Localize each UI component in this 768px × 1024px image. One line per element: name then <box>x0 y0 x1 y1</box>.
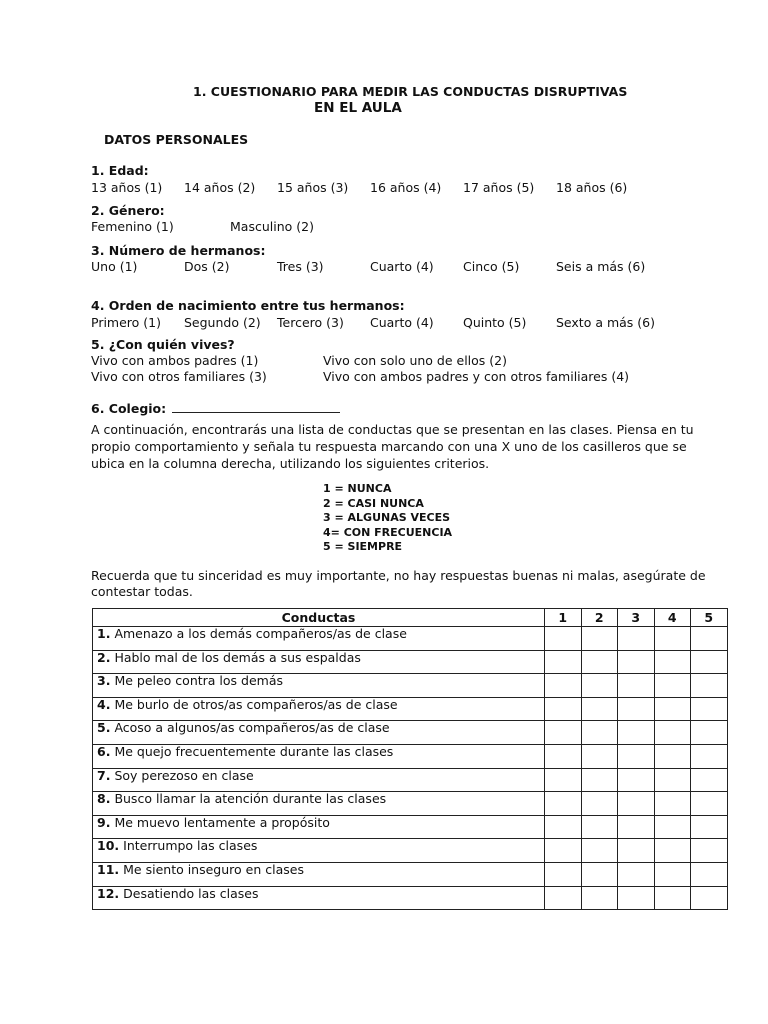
answer-box-3[interactable] <box>618 650 655 674</box>
answer-box-4[interactable] <box>654 886 691 910</box>
colegio-input-line[interactable] <box>172 400 340 413</box>
conducta-number: 6. <box>97 743 111 759</box>
conductas-table <box>92 608 728 910</box>
answer-box-4[interactable] <box>654 815 691 839</box>
conducta-text: Interrumpo las clases <box>123 838 258 854</box>
answer-box-3[interactable] <box>618 674 655 698</box>
conducta-cell <box>93 792 545 816</box>
table-row <box>93 627 728 651</box>
conducta-number: 10. <box>97 838 120 854</box>
conducta-number: 9. <box>97 814 111 830</box>
table-row <box>93 792 728 816</box>
conducta-number: 4. <box>97 696 111 712</box>
conducta-text: Desatiendo las clases <box>123 885 259 901</box>
answer-box-4[interactable] <box>654 839 691 863</box>
conducta-text: Me quejo frecuentemente durante las clases <box>114 743 394 759</box>
conducta-text: Me muevo lentamente a propósito <box>114 814 330 830</box>
answer-box-2[interactable] <box>581 627 618 651</box>
conducta-cell <box>93 650 545 674</box>
answer-box-2[interactable] <box>581 721 618 745</box>
option-vives-1[interactable]: Vivo con ambos padres (1) <box>91 353 259 368</box>
scale-item-5: 5 = SIEMPRE <box>323 540 403 554</box>
option-edad-1[interactable]: 13 años (1) <box>91 180 163 195</box>
answer-box-3[interactable] <box>618 792 655 816</box>
answer-box-5[interactable] <box>691 744 728 768</box>
answer-box-1[interactable] <box>545 815 582 839</box>
option-orden-3[interactable]: Tercero (3) <box>277 315 344 330</box>
option-edad-6[interactable]: 18 años (6) <box>556 180 628 195</box>
conducta-cell <box>93 839 545 863</box>
option-vives-2[interactable]: Vivo con solo uno de ellos (2) <box>323 353 507 368</box>
conducta-number: 11. <box>97 861 120 877</box>
table-row <box>93 768 728 792</box>
option-edad-2[interactable]: 14 años (2) <box>184 180 256 195</box>
answer-box-5[interactable] <box>691 697 728 721</box>
answer-box-1[interactable] <box>545 674 582 698</box>
answer-box-3[interactable] <box>618 768 655 792</box>
answer-box-2[interactable] <box>581 768 618 792</box>
table-header-conductas: Conductas <box>93 609 545 627</box>
scale-item-4: 4= CON FRECUENCIA <box>323 525 453 539</box>
answer-box-2[interactable] <box>581 862 618 886</box>
table-header-col-4: 4 <box>654 609 691 627</box>
table-row <box>93 697 728 721</box>
option-edad-3[interactable]: 15 años (3) <box>277 180 349 195</box>
answer-box-5[interactable] <box>691 721 728 745</box>
option-orden-1[interactable]: Primero (1) <box>91 315 161 330</box>
conducta-number: 5. <box>97 720 111 736</box>
answer-box-5[interactable] <box>691 792 728 816</box>
conducta-text: Acoso a algunos/as compañeros/as de clase <box>114 720 390 736</box>
conducta-cell <box>93 815 545 839</box>
answer-box-1[interactable] <box>545 886 582 910</box>
section-title: DATOS PERSONALES <box>104 132 249 147</box>
scale-item-3: 3 = ALGUNAS VECES <box>323 511 451 525</box>
answer-box-3[interactable] <box>618 721 655 745</box>
answer-box-1[interactable] <box>545 839 582 863</box>
scale-item-1: 1 = NUNCA <box>323 482 392 495</box>
answer-box-2[interactable] <box>581 815 618 839</box>
table-row <box>93 839 728 863</box>
table-header-col-1: 1 <box>545 609 582 627</box>
conducta-text: Busco llamar la atención durante las clases <box>114 791 387 807</box>
answer-box-5[interactable] <box>691 768 728 792</box>
answer-box-1[interactable] <box>545 862 582 886</box>
answer-box-3[interactable] <box>618 697 655 721</box>
option-hermanos-4[interactable]: Cuarto (4) <box>370 259 434 274</box>
scale-legend <box>323 482 452 555</box>
table-row <box>93 886 728 910</box>
table-header-row <box>93 609 728 627</box>
option-hermanos-5[interactable]: Cinco (5) <box>463 259 520 274</box>
answer-box-2[interactable] <box>581 792 618 816</box>
answer-box-4[interactable] <box>654 650 691 674</box>
answer-box-5[interactable] <box>691 862 728 886</box>
title-line-1: 1. CUESTIONARIO PARA MEDIR LAS CONDUCTAS DISRUPTIVAS <box>193 84 628 99</box>
option-orden-4[interactable]: Cuarto (4) <box>370 315 434 330</box>
answer-box-1[interactable] <box>545 721 582 745</box>
instructions-text: A continuación, encontrarás una lista de conductas que se presentan en las clases. Piensa en tu propio comportamiento y señala tu respuesta marcando con una X uno de los casilleros que se ubica en la columna derecha, utilizando los siguientes criterios. <box>91 422 694 471</box>
answer-box-5[interactable] <box>691 815 728 839</box>
answer-box-3[interactable] <box>618 744 655 768</box>
question-colegio <box>91 400 340 416</box>
answer-box-1[interactable] <box>545 792 582 816</box>
answer-box-1[interactable] <box>545 697 582 721</box>
answer-box-4[interactable] <box>654 792 691 816</box>
answer-box-1[interactable] <box>545 627 582 651</box>
table-header-col-3: 3 <box>618 609 655 627</box>
conducta-number: 2. <box>97 649 111 665</box>
conducta-number: 8. <box>97 791 111 807</box>
answer-box-5[interactable] <box>691 650 728 674</box>
conducta-cell <box>93 862 545 886</box>
question-genero-label: 2. Género: <box>91 203 165 218</box>
question-colegio-label: 6. Colegio: <box>91 401 167 416</box>
conducta-number: 12. <box>97 885 120 901</box>
answer-box-4[interactable] <box>654 768 691 792</box>
conducta-cell <box>93 674 545 698</box>
answer-box-2[interactable] <box>581 697 618 721</box>
question-orden-label: 4. Orden de nacimiento entre tus hermanos: <box>91 298 405 313</box>
reminder-text: Recuerda que tu sinceridad es muy importante, no hay respuestas buenas ni malas, asegúrate de contestar todas. <box>91 568 706 599</box>
answer-box-2[interactable] <box>581 886 618 910</box>
question-hermanos-label: 3. Número de hermanos: <box>91 243 266 258</box>
title-line-2: EN EL AULA <box>314 100 402 116</box>
option-vives-3[interactable]: Vivo con otros familiares (3) <box>91 369 267 384</box>
option-hermanos-1[interactable]: Uno (1) <box>91 259 138 274</box>
option-hermanos-6[interactable]: Seis a más (6) <box>556 259 646 274</box>
option-edad-5[interactable]: 17 años (5) <box>463 180 535 195</box>
answer-box-3[interactable] <box>618 815 655 839</box>
answer-box-2[interactable] <box>581 650 618 674</box>
answer-box-4[interactable] <box>654 744 691 768</box>
answer-box-2[interactable] <box>581 839 618 863</box>
conducta-cell <box>93 744 545 768</box>
option-genero-2[interactable]: Masculino (2) <box>230 219 314 234</box>
option-hermanos-3[interactable]: Tres (3) <box>277 259 324 274</box>
answer-box-4[interactable] <box>654 862 691 886</box>
conducta-text: Me peleo contra los demás <box>114 673 283 689</box>
conducta-text: Me burlo de otros/as compañeros/as de clase <box>114 696 398 712</box>
answer-box-4[interactable] <box>654 697 691 721</box>
answer-box-5[interactable] <box>691 839 728 863</box>
answer-box-1[interactable] <box>545 650 582 674</box>
option-orden-2[interactable]: Segundo (2) <box>184 315 261 330</box>
option-genero-1[interactable]: Femenino (1) <box>91 219 174 234</box>
conducta-cell <box>93 721 545 745</box>
conducta-cell <box>93 627 545 651</box>
answer-box-5[interactable] <box>691 674 728 698</box>
answer-box-5[interactable] <box>691 627 728 651</box>
conducta-cell <box>93 768 545 792</box>
answer-box-3[interactable] <box>618 839 655 863</box>
option-edad-4[interactable]: 16 años (4) <box>370 180 442 195</box>
answer-box-3[interactable] <box>618 627 655 651</box>
answer-box-4[interactable] <box>654 627 691 651</box>
table-row <box>93 650 728 674</box>
answer-box-3[interactable] <box>618 862 655 886</box>
conducta-number: 7. <box>97 767 111 783</box>
option-vives-4[interactable]: Vivo con ambos padres y con otros familiares (4) <box>323 369 630 384</box>
conducta-cell <box>93 697 545 721</box>
answer-box-3[interactable] <box>618 886 655 910</box>
answer-box-2[interactable] <box>581 744 618 768</box>
question-edad-label: 1. Edad: <box>91 163 149 178</box>
table-header-col-2: 2 <box>581 609 618 627</box>
conducta-text: Hablo mal de los demás a sus espaldas <box>114 649 361 665</box>
conducta-text: Amenazo a los demás compañeros/as de clase <box>114 626 407 641</box>
conducta-number: 1. <box>97 626 111 641</box>
conducta-text: Me siento inseguro en clases <box>123 861 304 877</box>
answer-box-1[interactable] <box>545 744 582 768</box>
answer-box-4[interactable] <box>654 674 691 698</box>
table-row <box>93 721 728 745</box>
conducta-cell <box>93 886 545 910</box>
answer-box-1[interactable] <box>545 768 582 792</box>
table-row <box>93 862 728 886</box>
answer-box-5[interactable] <box>691 886 728 910</box>
option-orden-5[interactable]: Quinto (5) <box>463 315 527 330</box>
table-header-col-5: 5 <box>691 609 728 627</box>
answer-box-4[interactable] <box>654 721 691 745</box>
scale-item-2: 2 = CASI NUNCA <box>323 496 424 510</box>
table-row <box>93 674 728 698</box>
conducta-text: Soy perezoso en clase <box>114 767 254 783</box>
option-hermanos-2[interactable]: Dos (2) <box>184 259 230 274</box>
table-row <box>93 744 728 768</box>
table-row <box>93 815 728 839</box>
question-vives-label: 5. ¿Con quién vives? <box>91 337 235 352</box>
conducta-number: 3. <box>97 673 111 689</box>
answer-box-2[interactable] <box>581 674 618 698</box>
option-orden-6[interactable]: Sexto a más (6) <box>556 315 655 330</box>
